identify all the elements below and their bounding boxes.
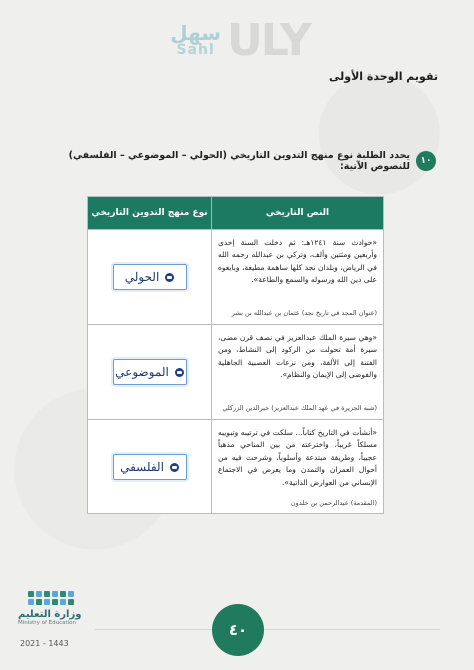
page-number: ٤٠ <box>212 604 264 656</box>
header-historical-text: النص التاريخي <box>211 197 383 229</box>
text-cell <box>211 420 383 514</box>
question-text: يحدد الطلبة نوع منهج التدوين التاريخي (الحولي – الموضوعي – الفلسفي) للنصوص الآتية: <box>68 150 410 172</box>
answer-cell <box>88 420 211 514</box>
text-source: (المقدمة) عبدالرحمن بن خلدون <box>290 499 377 507</box>
historical-text: «حوادث سنة ١٢٤١هـ: ثم دخلت السنة إحدى وأربعين ومئتين وألف، وتركي بن عبدالله رحمه الله في الرياض، وبلدان نجد كلها ساهمة مطيعة، وبايعوه على دين الله ورسوله والسمع والطاعة». <box>218 238 377 285</box>
text-cell <box>211 230 383 324</box>
answer-value: الحولي <box>124 270 160 284</box>
pen-icon <box>170 463 179 472</box>
watermark-logo-icon: ULY <box>226 14 310 66</box>
pen-icon <box>175 368 184 377</box>
text-cell <box>211 325 383 419</box>
answer-value: الفلسفي <box>120 460 164 474</box>
answer-cell <box>88 325 211 419</box>
historical-text: «أنشأت في التاريخ كتاباً... سلكت في ترتيبه وتبويبه مسلكاً غريباً، واخترعته من بين المناحي مذهباً عجيباً، وطريقة مبتدعة وأسلوباً، وشرحت فيه من أحوال العمران والتمدن وما يعرض في الاجتماع الإنساني من العوارض الذاتية». <box>218 428 377 487</box>
classification-table <box>87 196 384 514</box>
answer-field[interactable] <box>113 454 187 480</box>
answer-cell <box>88 230 211 324</box>
watermark-brand-en: Sahl <box>176 42 215 58</box>
table-header <box>88 197 383 229</box>
table-row <box>88 229 383 324</box>
footer-divider <box>95 629 440 630</box>
table-row <box>88 324 383 419</box>
text-source: (عنوان المجد في تاريخ نجد) عثمان بن عبدالله بن بشر <box>231 309 377 317</box>
text-source: (شبه الجزيرة في عهد الملك عبدالعزيز) خيرالدين الزركلي <box>222 404 377 412</box>
answer-value: الموضوعي <box>115 365 169 379</box>
ministry-logo <box>18 591 88 626</box>
watermark-brand-ar: سهل <box>170 21 221 45</box>
header-method-type: نوع منهج التدوين التاريخي <box>91 208 208 218</box>
pen-icon <box>165 273 174 282</box>
answer-field[interactable] <box>113 359 187 385</box>
ministry-name-ar: وزارة التعليم <box>18 609 82 620</box>
historical-text: «وهي سيرة الملك عبدالعزيز في نصف قرن مضى، سيرة أمة تحولت من الركود إلى النشاط، ومن الفتنة إلى الألفة، ومن نزعات العصبية الجاهلية والفوضى إلى الإيمان والنظام». <box>218 333 377 380</box>
answer-field[interactable] <box>113 264 187 290</box>
unit-title: تقويم الوحدة الأولى <box>329 70 438 83</box>
watermark-brand <box>170 23 221 57</box>
watermark <box>160 10 320 70</box>
ministry-logo-icon <box>28 591 88 605</box>
ministry-name-en: Ministry of Education <box>18 620 77 626</box>
question-number: ١٠ <box>416 151 436 171</box>
question <box>26 150 436 172</box>
table-row <box>88 419 383 514</box>
edition-year: 2021 - 1443 <box>20 639 69 648</box>
